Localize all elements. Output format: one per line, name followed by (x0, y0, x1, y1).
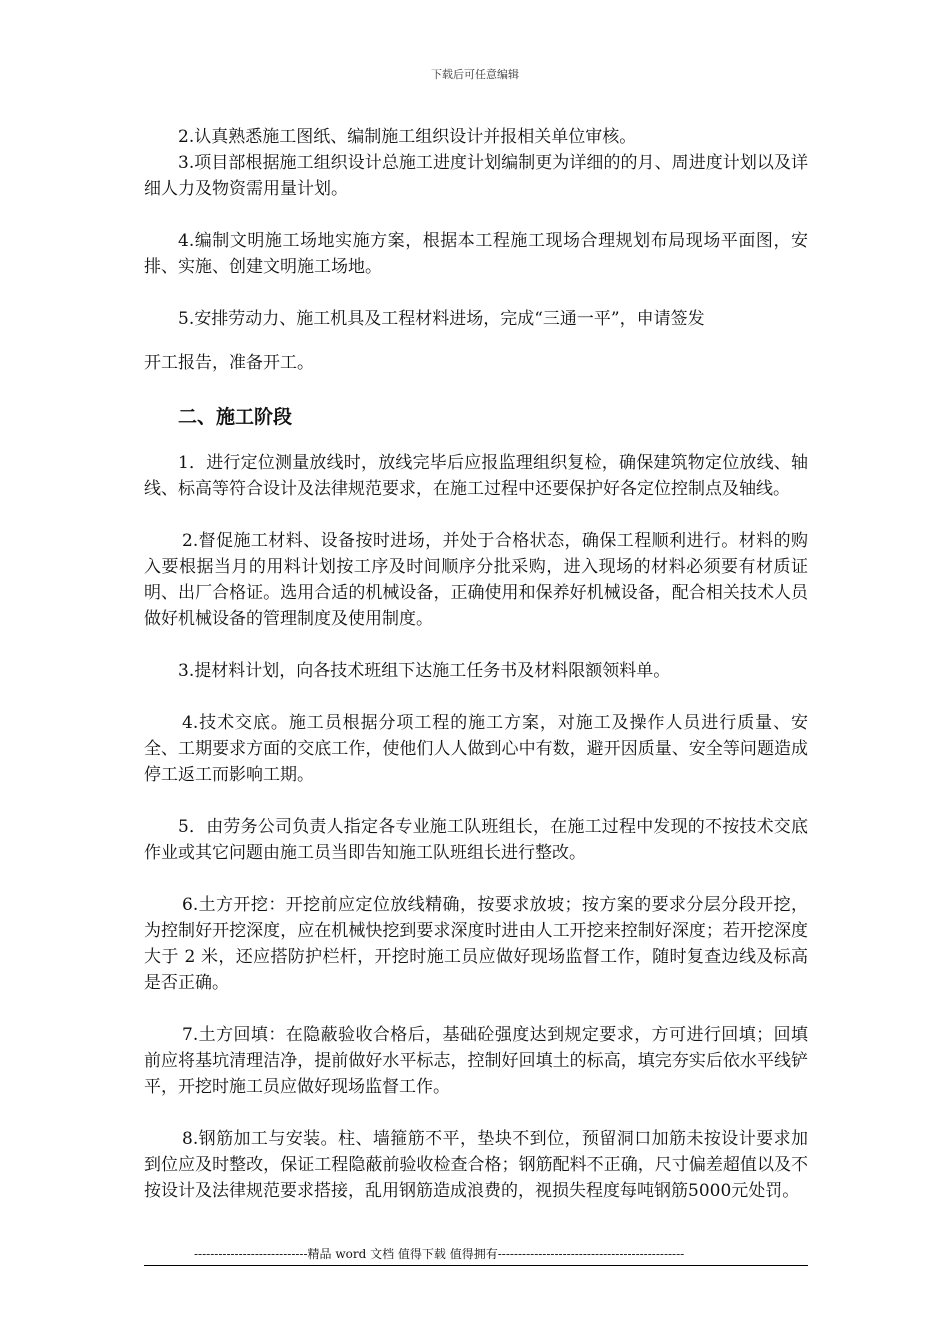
paragraph-s1-5-cont: 开工报告，准备开工。 (144, 353, 314, 373)
page-footer (144, 1245, 808, 1266)
paragraph-s2-4: 4.技术交底。施工员根据分项工程的施工方案，对施工及操作人员进行质量、安全、工期要求方面的交底工作，使他们人人做到心中有数，避开因质量、安全等问题造成停工返工而影响工期。 (144, 713, 808, 785)
page-header: 下载后可任意编辑 (431, 68, 519, 81)
footer-text: ----------------------------精品 word 文档 值得下载 值得拥有---------------------------------------------- (194, 1247, 685, 1261)
paragraph-s2-6: 6.土方开挖：开挖前应定位放线精确，按要求放坡；按方案的要求分层分段开挖，为控制好开挖深度，应在机械快挖到要求深度时进由人工开挖来控制好深度；若开挖深度大于 2 米，还应搭防护栏杆，开挖时施工员应做好现场监督工作，随时复查边线及标高是否正确。 (144, 895, 808, 993)
section-heading: 二、施工阶段 (178, 406, 293, 428)
paragraph-s1-4: 4.编制文明施工场地实施方案，根据本工程施工现场合理规划布局现场平面图，安排、实施、创建文明施工场地。 (144, 231, 808, 277)
paragraph-s1-2: 2.认真熟悉施工图纸、编制施工组织设计并报相关单位审核。 (178, 127, 637, 147)
paragraph-s1-5: 5.安排劳动力、施工机具及工程材料进场，完成“三通一平”，申请签发 (178, 309, 705, 329)
paragraph-s2-5: 5．由劳务公司负责人指定各专业施工队班组长，在施工过程中发现的不按技术交底作业或其它问题由施工员当即告知施工队班组长进行整改。 (144, 817, 808, 863)
paragraph-s2-8: 8.钢筋加工与安装。柱、墙箍筋不平，垫块不到位，预留洞口加筋未按设计要求加到位应及时整改，保证工程隐蔽前验收检查合格；钢筋配料不正确，尺寸偏差超值以及不按设计及法律规范要求搭接，乱用钢筋造成浪费的，视损失程度每吨钢筋5000元处罚。 (144, 1129, 808, 1201)
paragraph-s2-1: 1．进行定位测量放线时，放线完毕后应报监理组织复检，确保建筑物定位放线、轴线、标高等符合设计及法律规范要求，在施工过程中还要保护好各定位控制点及轴线。 (144, 453, 808, 499)
paragraph-s2-7: 7.土方回填：在隐蔽验收合格后，基础砼强度达到规定要求，方可进行回填；回填前应将基坑清理洁净，提前做好水平标志，控制好回填土的标高，填完夯实后依水平线铲平，开挖时施工员应做好现场监督工作。 (144, 1025, 808, 1097)
paragraph-s1-3: 3.项目部根据施工组织设计总施工进度计划编制更为详细的的月、周进度计划以及详细人力及物资需用量计划。 (144, 153, 808, 199)
paragraph-s2-3: 3.提材料计划，向各技术班组下达施工任务书及材料限额领料单。 (178, 661, 671, 681)
paragraph-s2-2: 2.督促施工材料、设备按时进场，并处于合格状态，确保工程顺利进行。材料的购入要根据当月的用料计划按工序及时间顺序分批采购，进入现场的材料必须要有材质证明、出厂合格证。选用合适的机械设备，正确使用和保养好机械设备，配合相关技术人员做好机械设备的管理制度及使用制度。 (144, 531, 808, 629)
document-body (144, 124, 808, 1204)
